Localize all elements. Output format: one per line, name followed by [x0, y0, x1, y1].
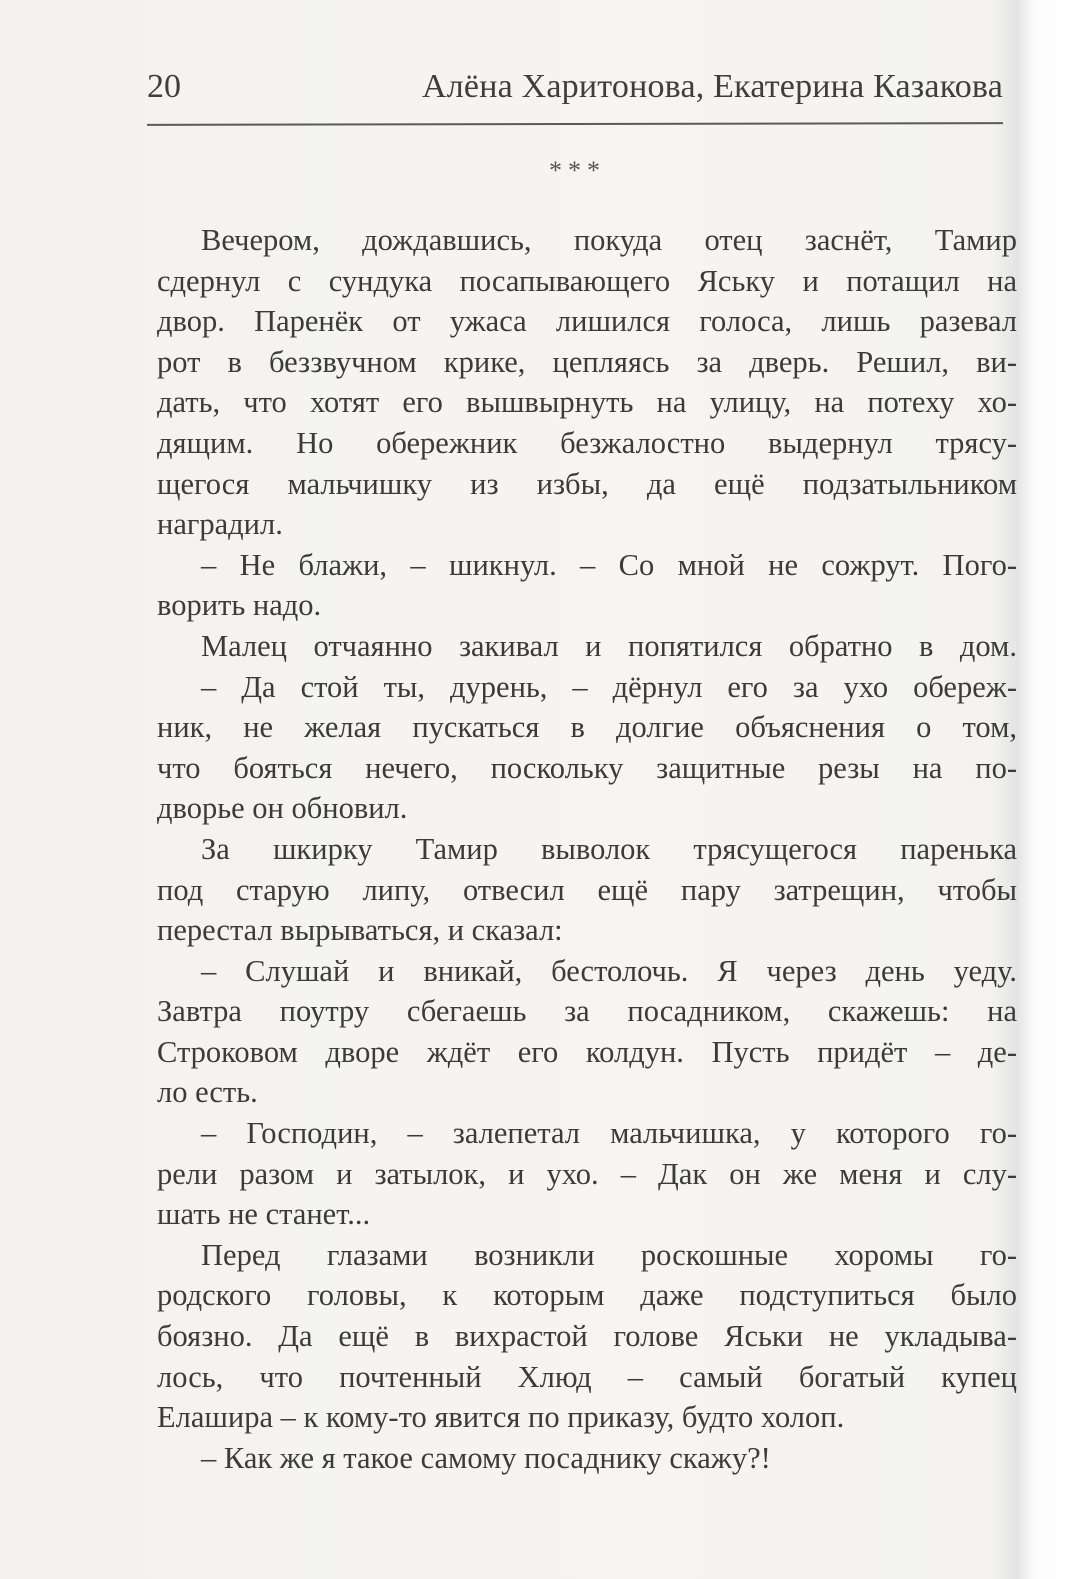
- text-line: боязно. Да ещё в вихрастой голове Яськи не укладыва-: [157, 1319, 1017, 1354]
- text-line: За шкирку Тамир выволок трясущегося паренька: [201, 831, 1017, 866]
- text-line: перестал вырываться, и сказал:: [157, 913, 563, 948]
- page-number: 20: [147, 68, 181, 105]
- text-line: Вечером, дождавшись, покуда отец заснёт, Тамир: [201, 223, 1017, 257]
- text-line: – Слушай и вникай, бестолочь. Я через день уеду.: [201, 953, 1017, 988]
- text-line: что бояться нечего, поскольку защитные резы на по-: [157, 750, 1017, 785]
- text-line: родского головы, к которым даже подступиться было: [157, 1278, 1017, 1313]
- text-line: ворить надо.: [157, 588, 322, 623]
- body-text: [157, 220, 1017, 1478]
- text-line: дать, что хотят его вышвырнуть на улицу, на потеху хо-: [157, 385, 1017, 420]
- text-line: – Не блажи, – шикнул. – Со мной не сожрут. Пого-: [201, 547, 1017, 582]
- text-line: Завтра поутру сбегаешь за посадником, скажешь: на: [157, 994, 1017, 1029]
- text-line: шать не станет...: [157, 1197, 371, 1232]
- running-title: Алёна Харитонова, Екатерина Казакова: [422, 68, 1003, 105]
- text-line: дворье он обновил.: [157, 791, 408, 826]
- text-line: рот в беззвучном крике, цепляясь за дверь. Решил, ви-: [157, 344, 1017, 379]
- text-line: – Да стой ты, дурень, – дёрнул его за ухо обереж-: [201, 669, 1017, 704]
- text-line: под старую липу, отвесил ещё пару затрещин, чтобы: [157, 872, 1017, 907]
- page-header: [147, 64, 1003, 114]
- text-line: сдернул с сундука посапывающего Яську и потащил на: [157, 263, 1017, 298]
- text-line: рели разом и затылок, и ухо. – Дак он же меня и слу-: [157, 1156, 1017, 1191]
- text-line: Строковом дворе ждёт его колдун. Пусть придёт – де-: [157, 1034, 1017, 1069]
- text-line: дящим. Но обережник безжалостно выдернул трясу-: [157, 425, 1017, 460]
- text-line: ник, не желая пускаться в долгие объяснения о том,: [157, 710, 1017, 745]
- text-line: щегося мальчишку из избы, да ещё подзатыльником: [157, 466, 1017, 501]
- section-separator: ***: [549, 156, 606, 185]
- text-line: Перед глазами возникли роскошные хоромы го-: [201, 1237, 1017, 1272]
- text-line: – Господин, – залепетал мальчишка, у которого го-: [201, 1116, 1017, 1151]
- text-line: Елашира – к кому-то явится по приказу, будто холоп.: [157, 1400, 845, 1435]
- text-line: Малец отчаянно закивал и попятился обратно в дом.: [201, 628, 1017, 663]
- text-line: двор. Паренёк от ужаса лишился голоса, лишь разевал: [157, 304, 1017, 339]
- text-line: ло есть.: [157, 1075, 258, 1110]
- text-line: наградил.: [157, 507, 283, 542]
- text-line: лось, что почтенный Хлюд – самый богатый купец: [157, 1359, 1017, 1394]
- header-rule: [147, 122, 1003, 126]
- text-line: – Как же я такое самому посаднику скажу?!: [201, 1440, 771, 1475]
